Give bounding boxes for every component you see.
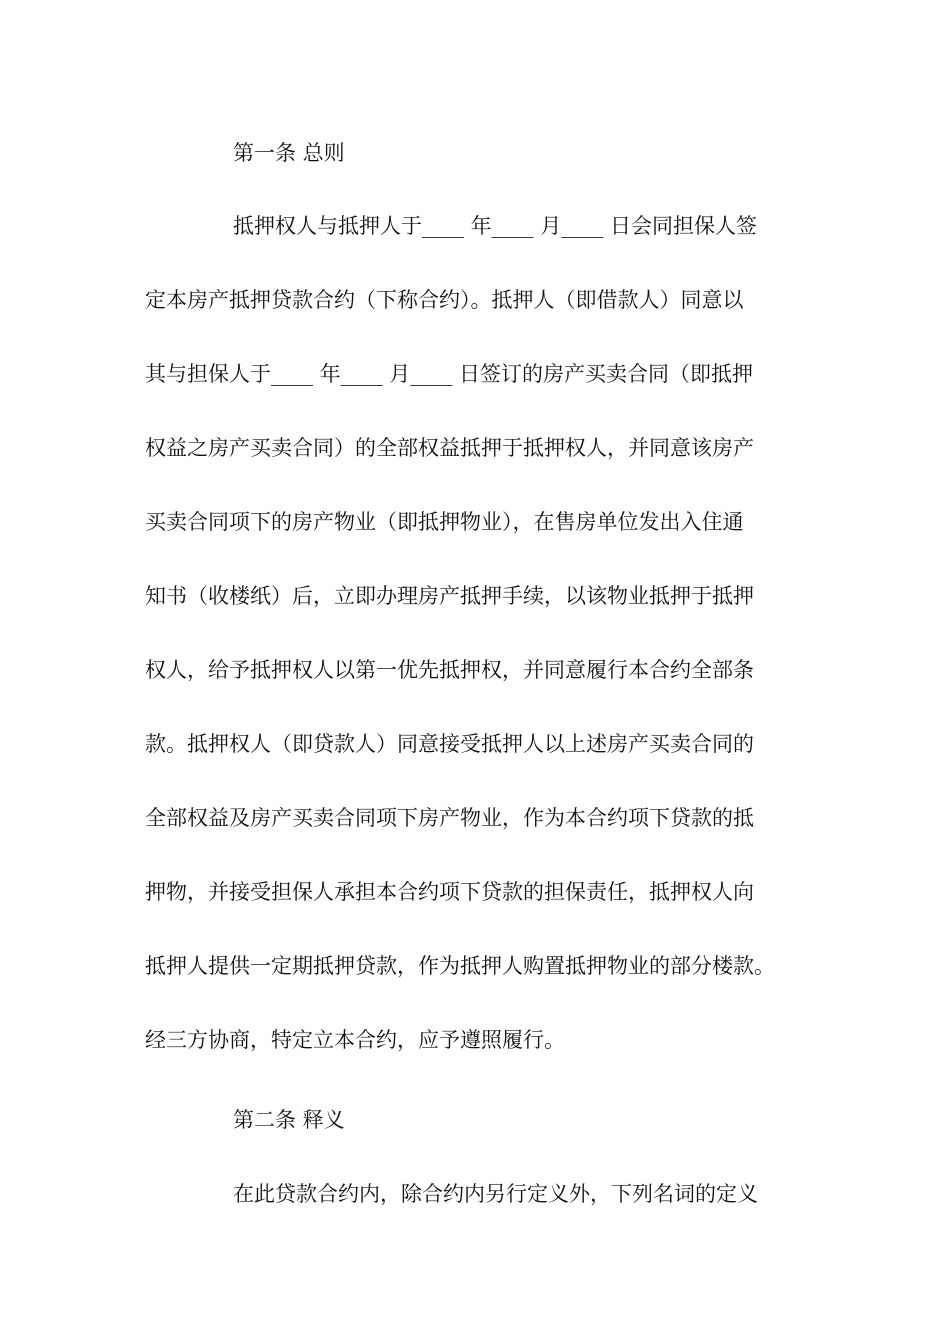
article-1-line-4: 权益之房产买卖合同）的全部权益抵押于抵押权人，并同意该房产 bbox=[145, 436, 754, 460]
article-1-line-7: 权人，给予抵押权人以第一优先抵押权，并同意履行本合约全部条 bbox=[145, 658, 754, 682]
article-1-line-3: 其与担保人于____ 年____ 月____ 日签订的房产买卖合同（即抵押 bbox=[145, 362, 754, 386]
article-1-heading: 第一条 总则 bbox=[233, 141, 345, 165]
article-1-line-8: 款。抵押权人（即贷款人）同意接受抵押人以上述房产买卖合同的 bbox=[145, 732, 754, 756]
article-2-heading: 第二条 释义 bbox=[233, 1108, 345, 1132]
article-1-line-10: 押物，并接受担保人承担本合约项下贷款的担保责任，抵押权人向 bbox=[145, 880, 754, 904]
article-1-line-5: 买卖合同项下的房产物业（即抵押物业），在售房单位发出入住通 bbox=[145, 510, 744, 534]
article-2-line-1: 在此贷款合约内，除合约内另行定义外，下列名词的定义 bbox=[233, 1182, 758, 1206]
article-1-line-2: 定本房产抵押贷款合约（下称合约）。抵押人（即借款人）同意以 bbox=[145, 288, 744, 312]
article-1-line-9: 全部权益及房产买卖合同项下房产物业，作为本合约项下贷款的抵 bbox=[145, 806, 754, 830]
article-1-line-6: 知书（收楼纸）后，立即办理房产抵押手续，以该物业抵押于抵押 bbox=[145, 584, 754, 608]
article-1-line-12: 经三方协商，特定立本合约，应予遵照履行。 bbox=[145, 1028, 565, 1052]
article-1-line-1: 抵押权人与抵押人于____ 年____ 月____ 日会同担保人签 bbox=[233, 214, 758, 238]
article-1-line-11: 抵押人提供一定期抵押贷款，作为抵押人购置抵押物业的部分楼款。 bbox=[145, 954, 775, 978]
